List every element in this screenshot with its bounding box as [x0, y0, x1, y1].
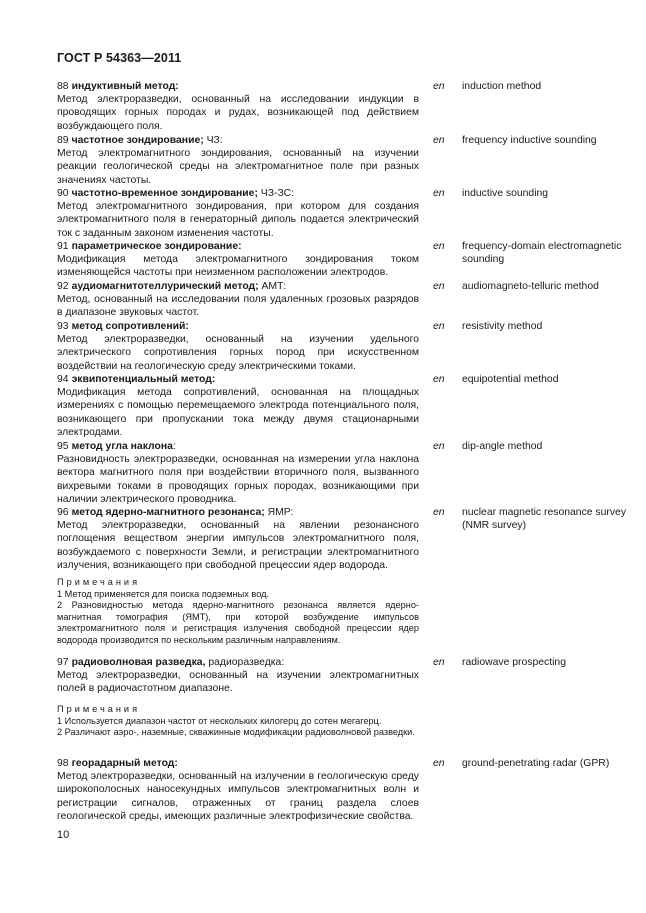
- page-number: 10: [57, 829, 70, 841]
- term-abbr: :: [172, 441, 176, 452]
- term-en: radiowave prospecting: [462, 657, 566, 668]
- term-name: метод ядерно-магнитного резонанса;: [71, 507, 265, 518]
- term-entry-91: [57, 240, 646, 280]
- term-definition: Модификация метода электромагнитного зондирования током изменяющейся частоты при неизменном расположении электродов.: [57, 254, 419, 279]
- term-name: метод угла наклона: [71, 441, 173, 452]
- term-definition: Метод электроразведки, основанный на излучении в геологическую среду широкополосных наносекундных импульсов электромагнитных волн и регистрации сигналов, отраженных от границ раздела слоев геологической среды, имеющих различные электрофизические свойства.: [57, 771, 419, 822]
- note-block-97: [57, 704, 419, 739]
- term-name: индуктивный метод:: [71, 81, 179, 92]
- lang-code: en: [433, 321, 445, 332]
- term-ru: [57, 373, 419, 439]
- term-definition: Метод электромагнитного зондирования, основанный на изучении реакции геологической среды на электромагнитное поле при разных значениях частоты.: [57, 148, 419, 186]
- term-abbr: радиоразведка:: [205, 657, 285, 668]
- lang-code: en: [433, 374, 445, 385]
- term-en: frequency inductive sounding: [462, 135, 597, 146]
- term-en: inductive sounding: [462, 188, 549, 199]
- lang-code: en: [433, 657, 445, 668]
- note-title: Примечания: [57, 577, 141, 587]
- term-en: frequency-domain electromagnetic sounding: [462, 241, 622, 266]
- term-en: ground-penetrating radar (GPR): [462, 758, 610, 769]
- note-title: Примечания: [57, 704, 141, 714]
- term-entry-92: [57, 280, 646, 320]
- term-ru: [57, 187, 419, 240]
- term-entry-98: [57, 757, 646, 823]
- term-entry-94: [57, 373, 646, 439]
- term-number: 88: [57, 81, 69, 92]
- term-entry-97: [57, 656, 646, 696]
- term-entry-93: [57, 320, 646, 373]
- lang-code: en: [433, 188, 445, 199]
- term-name: частотное зондирование;: [71, 135, 204, 146]
- term-entry-89: [57, 134, 646, 187]
- term-ru: [57, 280, 419, 320]
- term-abbr: ЯМР:: [264, 507, 294, 518]
- term-definition: Метод электромагнитного зондирования, при котором для создания электромагнитного поля в генераторный диполь подается электрический ток с заданным законом изменения частоты.: [57, 201, 419, 239]
- term-ru: [57, 506, 419, 572]
- term-ru: [57, 134, 419, 187]
- term-number: 94: [57, 374, 69, 385]
- term-entry-95: [57, 440, 646, 506]
- term-ru: [57, 320, 419, 373]
- term-entry-96: [57, 506, 646, 572]
- term-definition: Метод электроразведки, основанный на явлении резонансного поглощения веществом энергии импульсов электромагнитного поля, возбуждаемого с поверхности Земли, и регистрации электромагнитного излучения, возникающего при свободной прецессии ядер водорода.: [57, 520, 419, 571]
- term-ru: [57, 440, 419, 506]
- term-definition: Метод электроразведки, основанный на изучении удельного электрического сопротивления горных пород при искусственном воздействии на геологическую среду электрическими токами.: [57, 334, 419, 372]
- lang-code: en: [433, 758, 445, 769]
- document-header: ГОСТ Р 54363—2011: [57, 51, 182, 65]
- term-name: частотно-временное зондирование;: [71, 188, 258, 199]
- term-number: 90: [57, 188, 69, 199]
- term-definition: Разновидность электроразведки, основанная на измерении угла наклона вектора магнитного поля при воздействии вторичного поля, вызванного вихревыми токами в проводящих горных породах, возникающими при наличии электрического проводника.: [57, 454, 419, 505]
- term-en: nuclear magnetic resonance survey (NMR survey): [462, 507, 627, 532]
- lang-code: en: [433, 135, 445, 146]
- term-number: 89: [57, 135, 69, 146]
- term-name: радиоволновая разведка,: [71, 657, 206, 668]
- term-definition: Метод электроразведки, основанный на исследовании индукции в проводящих горных породах и рудах, возникающей под действием возбуждающего поля.: [57, 94, 419, 132]
- term-en: induction method: [462, 81, 542, 92]
- lang-code: en: [433, 441, 445, 452]
- term-abbr: ЧЗ:: [203, 135, 223, 146]
- term-number: 97: [57, 657, 69, 668]
- term-abbr: ЧЗ-ЗС:: [257, 188, 295, 199]
- term-ru: [57, 240, 419, 280]
- term-en: dip-angle method: [462, 441, 543, 452]
- note-item: 2 Различают аэро-, наземные, скважинные модификации радиоволновой разведки.: [57, 727, 415, 738]
- term-ru: [57, 80, 419, 133]
- lang-code: en: [433, 507, 445, 518]
- term-en: resistivity method: [462, 321, 543, 332]
- term-abbr: АМТ:: [258, 281, 287, 292]
- term-number: 95: [57, 441, 69, 452]
- term-ru: [57, 757, 419, 823]
- term-name: параметрическое зондирование:: [71, 241, 242, 252]
- term-ru: [57, 656, 419, 696]
- lang-code: en: [433, 281, 445, 292]
- note-item: 1 Метод применяется для поиска подземных вод.: [57, 588, 270, 599]
- term-en: equipotential method: [462, 374, 559, 385]
- note-item: 1 Используется диапазон частот от нескольких килогерц до сотен мегагерц.: [57, 715, 382, 726]
- note-item: 2 Разновидностью метода ядерно-магнитного резонанса является ядерно-магнитная томография (ЯМТ), при которой возбуждение импульсов электромагнитного поля и регистрация излучения свободной прецессии ядер водорода производится по нескольким различным направлениям.: [57, 600, 419, 645]
- term-number: 98: [57, 758, 69, 769]
- lang-code: en: [433, 81, 445, 92]
- term-number: 91: [57, 241, 69, 252]
- term-number: 96: [57, 507, 69, 518]
- term-name: аудиомагнитотеллурический метод;: [71, 281, 259, 292]
- note-block-96: [57, 577, 419, 647]
- term-definition: Метод электроразведки, основанный на изучении электромагнитных полей в радиочастотном диапазоне.: [57, 670, 419, 695]
- term-definition: Модификация метода сопротивлений, основанная на площадных измерениях с помощью перемещаемого электрода потенциального поля, возникающего при пропускании тока между двумя стационарными электродами.: [57, 387, 419, 438]
- term-name: эквипотенциальный метод:: [71, 374, 216, 385]
- term-name: метод сопротивлений:: [71, 321, 189, 332]
- term-number: 93: [57, 321, 69, 332]
- term-name: георадарный метод:: [71, 758, 178, 769]
- term-entry-88: [57, 80, 646, 133]
- term-en: audiomagneto-telluric method: [462, 281, 599, 292]
- term-entry-90: [57, 187, 646, 240]
- term-number: 92: [57, 281, 69, 292]
- term-definition: Метод, основанный на исследовании поля удаленных грозовых разрядов в диапазоне звуковых частот.: [57, 294, 419, 319]
- lang-code: en: [433, 241, 445, 252]
